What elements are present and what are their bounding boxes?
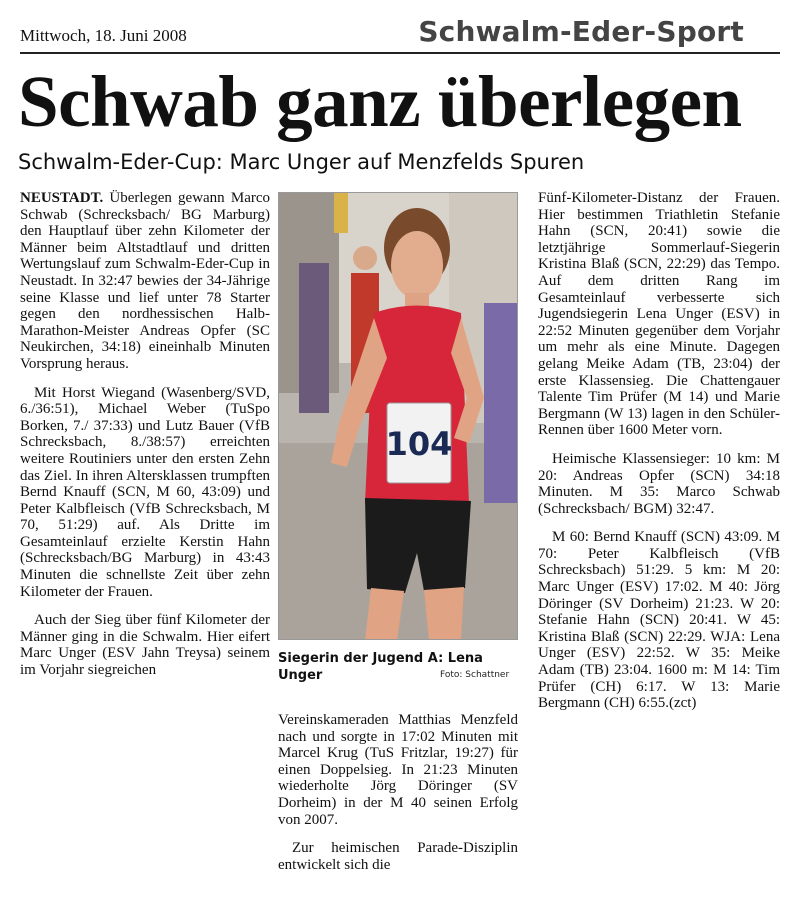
article-column-2 [278,712,518,873]
dateline: NEUSTADT. [20,190,104,206]
article-column-3 [538,190,780,712]
header-rule [20,52,780,54]
headline: Schwab ganz überlegen [18,61,742,142]
page-header [20,10,780,54]
article-paragraph: Mit Horst Wiegand (Wasenberg/SVD, 6./36:51), Michael Weber (TuSpo Borken, 7./ 37:33) und Lutz Bauer (VfB Schrecksbach, 8./38:57) erreichten weitere Routiniers unter den ersten Zehn das Ziel. In ihren Altersklassen trumpften Bernd Knauff (SCN, M 60, 43:09) und Peter Kalbfleisch (VfB Schrecksbach, M 70, 51:29) auf. Als Dritte im Gesamteinlauf erzielte Kerstin Hahn (Schrecksbach/BG Marburg) in 43:43 Minuten die schnellste Zeit über zehn Kilometer der Frauen. [20,384,270,600]
article-paragraph: Fünf-Kilometer-Distanz der Frauen. Hier bestimmen Triathletin Stefanie Hahn (SCN, 20:41) sowie die letztjährige Sommerlauf-Siegerin Kristina Blaß (SCN, 22:29) das Tempo. Auf dem dritten Rang im Gesamteinlauf verbesserte sich Jugendsiegerin Lena Unger (ESV) in 22:52 Minuten gegenüber dem Vorjahr um mehr als eine Minute. Dagegen gelang Meike Adam (TB, 23:04) der erste Klassensieg. Die Chattengauer Talente Tim Prüfer (M 14) und Marie Bergmann (W 13) lagen in den Schüler-Rennen über 1600 Meter vorn. [538,190,780,439]
article-paragraph: Auch der Sieg über fünf Kilometer der Männer ging in die Schwalm. Hier eifert Marc Unger (ESV Jahn Treysa) seinem im Vorjahr siegreichen [20,612,270,679]
article-paragraph: Überlegen gewann Marco Schwab (Schrecksbach/ BG Marburg) den Hauptlauf über zehn Kilometer der Männer beim Altstadtlauf und dritten Wertungslauf zum Schwalm-Eder-Cup in Neustadt. In 32:47 bewies der 34-Jährige seine Klasse und lief unter 78 Starter gegen den nordhessischen Halb-Marathon-Meister Andreas Opfer (SC Neukirchen, 34:18) eineinhalb Minuten Vorsprung heraus. [20,190,270,372]
issue-date: Mittwoch, 18. Juni 2008 [20,26,187,45]
runner-photo [278,192,518,640]
section-title: Schwalm-Eder-Sport [418,15,744,48]
article-column-1 [20,190,270,679]
article-paragraph: Zur heimischen Parade-Disziplin entwickelt sich die [278,840,518,873]
photo-caption: Siegerin der Jugend A: Lena Unger [278,651,483,683]
bib-number: 104 [385,425,453,463]
article-paragraph: M 60: Bernd Knauff (SCN) 43:09. M 70: Peter Kalbfleisch (VfB Schrecksbach) 51:29. 5 km: M 20: Marc Unger (ESV) 17:02. M 40: Jörg Döringer (SV Dorheim) 21:23. W 20: Stefanie Hahn (SCN) 20:41. W 45: Kristina Blaß (SCN) 22:29. WJA: Lena Unger (ESV) 22:52. W 35: Meike Adam (TB) 23:04. 1600 m: M 14: Tim Prüfer (CH) 6:17. W 13: Marie Bergmann (CH) 6:55.(zct) [538,529,780,712]
article-paragraph: Heimische Klassensieger: 10 km: M 20: Andreas Opfer (SCN) 34:18 Minuten. M 35: Marco Schwab (Schrecksbach/ BGM) 32:47. [538,450,780,517]
article-paragraph: Vereinskameraden Matthias Menzfeld nach und sorgte in 17:02 Minuten mit Marcel Krug (TuS Fritzlar, 19:27) für einen Doppelsieg. In 21:23 Minuten wiederholte Jörg Döringer (SV Dorheim) in der M 40 seinen Erfolg von 2007. [278,712,518,828]
photo-credit: Foto: Schattner [440,670,510,680]
subheadline: Schwalm-Eder-Cup: Marc Unger auf Menzfelds Spuren [18,150,585,174]
